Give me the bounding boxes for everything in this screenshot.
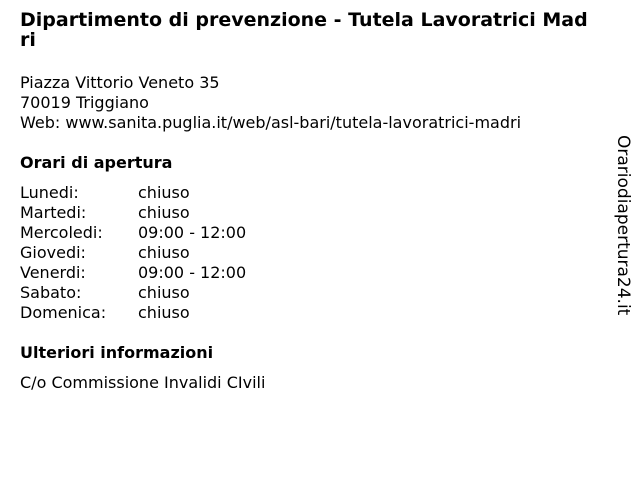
page-title: Dipartimento di prevenzione - Tutela Lavoratrici Madri bbox=[20, 9, 588, 51]
day-label: Sabato: bbox=[20, 283, 82, 302]
more-info-heading: Ulteriori informazioni bbox=[20, 343, 214, 362]
day-hours: chiuso bbox=[138, 203, 190, 222]
address-city: 70019 Triggiano bbox=[20, 93, 149, 112]
page-content bbox=[20, 10, 590, 393]
day-label: Lunedi: bbox=[20, 183, 79, 202]
day-hours: chiuso bbox=[138, 303, 190, 322]
day-label: Domenica: bbox=[20, 303, 107, 322]
day-hours: 09:00 - 12:00 bbox=[138, 263, 247, 282]
day-label: Martedi: bbox=[20, 203, 87, 222]
address-street: Piazza Vittorio Veneto 35 bbox=[20, 73, 220, 92]
address-block bbox=[20, 73, 590, 133]
day-hours: chiuso bbox=[138, 183, 190, 202]
hours-row-monday bbox=[20, 183, 590, 203]
opening-hours-heading: Orari di apertura bbox=[20, 153, 173, 172]
hours-row-wednesday bbox=[20, 223, 590, 243]
hours-row-tuesday bbox=[20, 203, 590, 223]
brand-watermark: Orariodiapertura24.it bbox=[613, 135, 633, 316]
day-hours: chiuso bbox=[138, 243, 190, 262]
hours-row-friday bbox=[20, 263, 590, 283]
more-info-text: C/o Commissione Invalidi CIvili bbox=[20, 373, 266, 392]
day-label: Mercoledi: bbox=[20, 223, 103, 242]
website-link[interactable]: Web: www.sanita.puglia.it/web/asl-bari/tutela-lavoratrici-madri bbox=[20, 113, 522, 132]
hours-row-sunday bbox=[20, 303, 590, 323]
hours-row-thursday bbox=[20, 243, 590, 263]
day-hours: chiuso bbox=[138, 283, 190, 302]
day-hours: 09:00 - 12:00 bbox=[138, 223, 247, 242]
day-label: Giovedi: bbox=[20, 243, 86, 262]
opening-hours-table bbox=[20, 183, 590, 323]
day-label: Venerdi: bbox=[20, 263, 86, 282]
hours-row-saturday bbox=[20, 283, 590, 303]
